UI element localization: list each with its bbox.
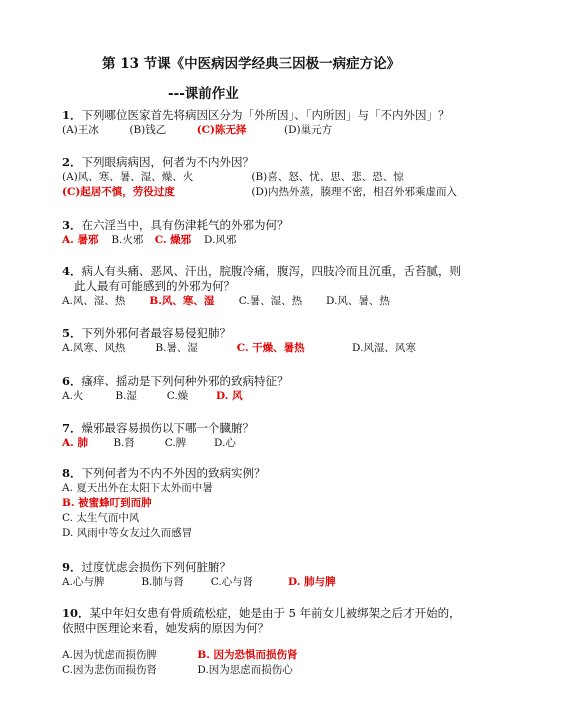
question-number: 6． [62, 374, 82, 388]
option-a: A.因为忧虑而损伤脾 [62, 649, 157, 661]
question-stem: 下列眼病病因，何者为不内外因？ [81, 155, 255, 169]
option-c-answer: C. 干燥、暑热 [236, 342, 305, 354]
question-6 [62, 374, 542, 404]
question-number: 2． [62, 155, 82, 169]
question-1 [62, 108, 542, 138]
option-d-answer: D. 肺与脾 [288, 576, 336, 588]
question-stem: 下列何者为不内不外因的致病实例？ [81, 466, 266, 480]
option-c: C.心与肾 [210, 576, 254, 588]
question-number: 4． [62, 264, 82, 278]
option-c-answer: (C)起居不慎，劳役过度 [62, 186, 175, 198]
option-b: B.肺与肾 [141, 576, 184, 588]
question-number: 3． [62, 218, 82, 232]
question-stem-line-2: 此人最有可能感到的外邪为何？ [74, 279, 235, 293]
option-a: A.风、湿、热 [62, 295, 126, 307]
question-stem: 下列哪位医家首先将病因区分为「外所因」、「内所因」与「不内外因」？ [81, 108, 450, 122]
option-d: (D)内热外蒸，腠理不密，相召外邪乘虚而入 [251, 186, 457, 198]
option-b: (B)喜、怒、忧、思、悲、恐、惊 [251, 171, 404, 183]
question-10 [62, 606, 542, 678]
option-c-answer: (C)陈无择 [196, 124, 247, 136]
question-stem: 下列外邪何者最容易侵犯肺？ [81, 326, 232, 340]
option-d: D. 风雨中等女友过久而感冒 [62, 527, 193, 539]
question-number: 1． [62, 108, 82, 122]
option-c: C.燥 [166, 390, 189, 402]
question-stem-line-1: 病人有头痛、恶风、汗出，脘腹冷痛，腹泻，四肢冷而且沉重，舌苔腻，则 [81, 264, 462, 278]
option-d: D.因为思虑而损伤心 [197, 664, 293, 676]
option-a: (A)风、寒、暑、湿、燥、火 [62, 171, 194, 183]
question-5 [62, 326, 542, 356]
option-b-answer: B. 被蜜蜂叮到而肿 [62, 497, 152, 509]
option-a-answer: A. 肺 [62, 437, 88, 449]
question-number: 7． [62, 421, 82, 435]
option-d: D.风邪 [204, 234, 237, 246]
question-stem: 瘙痒、摇动是下列何种外邪的致病特征？ [81, 374, 289, 388]
question-number: 10． [62, 606, 90, 620]
page-subtitle: ---课前作业 [168, 86, 239, 102]
option-b: (B)钱乙 [129, 124, 167, 136]
option-b: B.肾 [113, 437, 135, 449]
option-d: D.风、暑、热 [326, 295, 390, 307]
question-7 [62, 421, 542, 451]
question-stem: 过度忧虑会损伤下列何脏腑？ [81, 560, 232, 574]
option-d-answer: D. 风 [216, 390, 243, 402]
option-a: A.风寒、风热 [62, 342, 126, 354]
option-c: C.暑、湿、热 [238, 295, 303, 307]
option-b: B.暑、湿 [155, 342, 198, 354]
option-b: B.湿 [115, 390, 137, 402]
option-c: C.因为悲伤而损伤肾 [62, 664, 157, 676]
question-2 [62, 155, 542, 200]
question-8 [62, 466, 542, 541]
question-stem: 在六淫当中，具有伤津耗气的外邪为何？ [81, 218, 289, 232]
option-b-answer: B. 因为恐惧而损伤肾 [197, 649, 298, 661]
option-a: A.心与脾 [62, 576, 105, 588]
question-number: 8． [62, 466, 82, 480]
question-number: 9． [62, 560, 82, 574]
question-4 [62, 264, 542, 309]
option-c-answer: C. 燥邪 [154, 234, 192, 246]
question-stem-line-1: 某中年妇女患有骨质疏松症，她是由于 5 年前女儿被绑架之后才开始的， [89, 606, 461, 620]
option-c: C.脾 [164, 437, 187, 449]
question-number: 5． [62, 326, 82, 340]
option-a: A. 夏天出外在太阳下太外而中暑 [62, 482, 213, 494]
question-3 [62, 218, 542, 248]
question-9 [62, 560, 542, 590]
option-b-answer: B.风、寒、湿 [149, 295, 215, 307]
option-d: D.风湿、风寒 [352, 342, 416, 354]
question-stem-line-2: 依照中医理论来看，她发病的原因为何？ [62, 621, 269, 635]
option-a: A.火 [62, 390, 84, 402]
page-title: 第 13 节课《中医病因学经典三因极一病症方论》 [102, 56, 401, 72]
question-stem: 燥邪最容易损伤以下哪一个臓腑？ [81, 421, 255, 435]
option-c: C. 太生气而中风 [62, 512, 140, 524]
option-a-answer: A. 暑邪 [62, 234, 99, 246]
option-d: (D)巢元方 [284, 124, 333, 136]
option-b: B.火邪 [111, 234, 144, 246]
option-d: D.心 [214, 437, 236, 449]
option-a: (A)王冰 [62, 124, 99, 136]
